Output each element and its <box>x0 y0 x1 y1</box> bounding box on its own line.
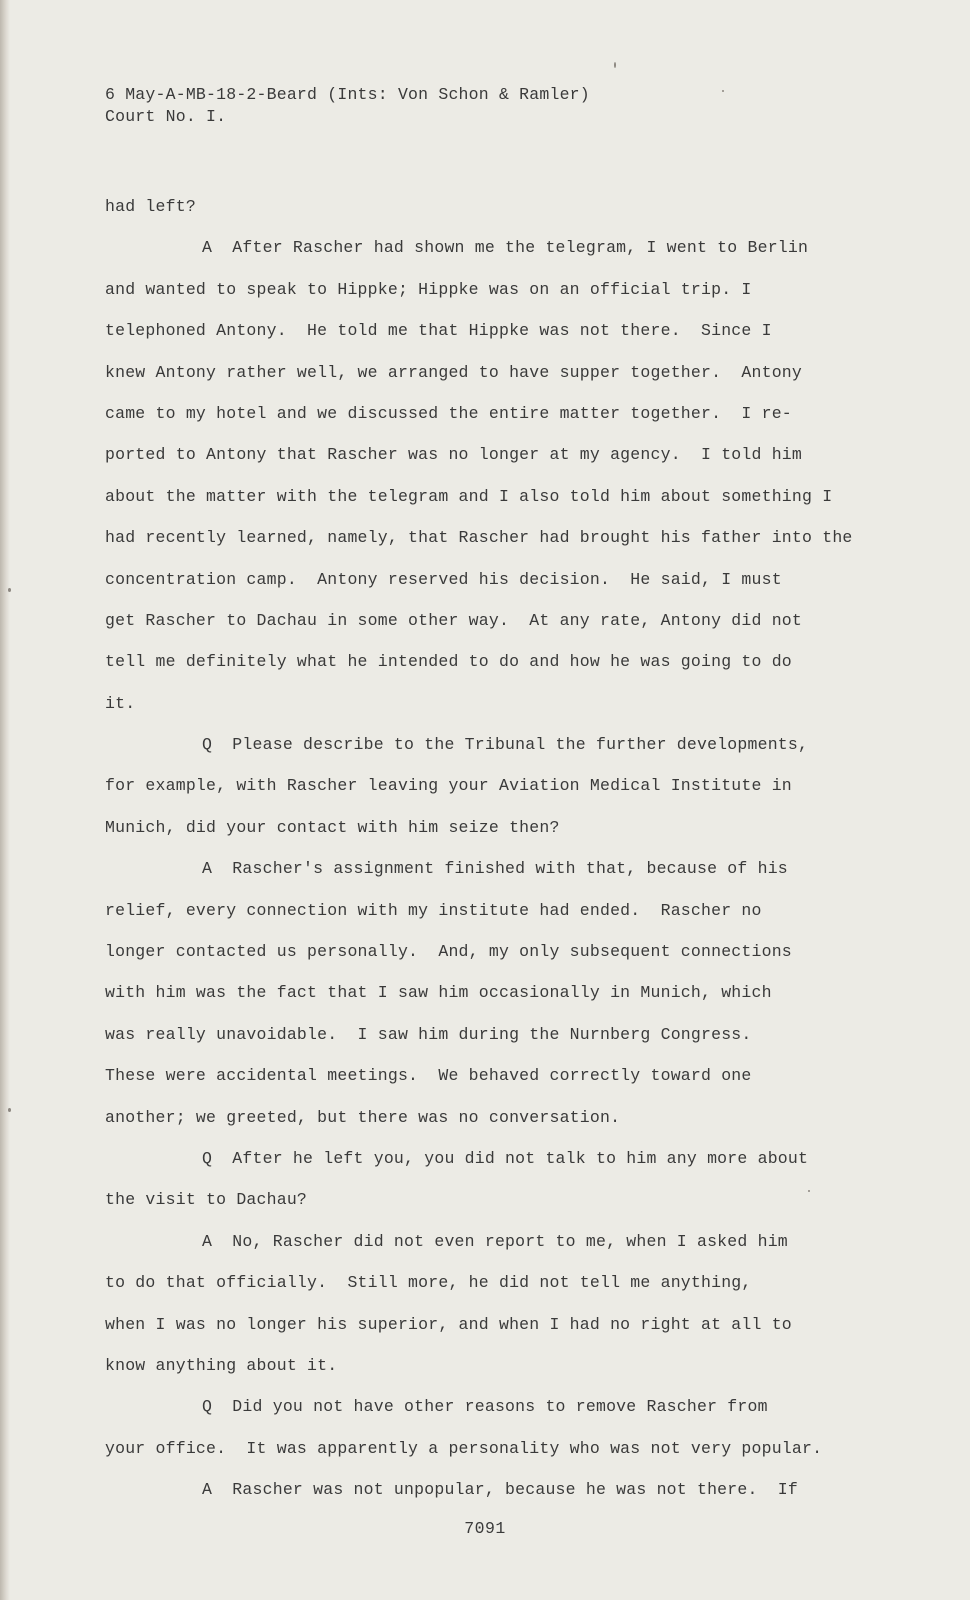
transcript-line: longer contacted us personally. And, my only subsequent connections <box>105 942 792 962</box>
transcript-line: These were accidental meetings. We behaved correctly toward one <box>105 1066 752 1086</box>
transcript-body <box>105 186 955 1511</box>
transcript-line: A No, Rascher did not even report to me, when I asked him <box>202 1231 788 1251</box>
transcript-line: with him was the fact that I saw him occasionally in Munich, which <box>105 983 772 1003</box>
header-line-1: 6 May-A-MB-18-2-Beard (Ints: Von Schon & Ramler) <box>105 85 590 104</box>
transcript-line: telephoned Antony. He told me that Hippke was not there. Since I <box>105 321 772 341</box>
transcript-line: your office. It was apparently a personality who was not very popular. <box>105 1438 823 1458</box>
transcript-line: know anything about it. <box>105 1355 338 1375</box>
header-line-2: Court No. I. <box>105 107 227 126</box>
transcript-line: for example, with Rascher leaving your Aviation Medical Institute in <box>105 776 792 796</box>
paper-speck <box>8 588 11 592</box>
transcript-line: A Rascher was not unpopular, because he was not there. If <box>202 1480 798 1500</box>
paper-speck <box>614 62 616 68</box>
transcript-line: to do that officially. Still more, he did not tell me anything, <box>105 1273 752 1293</box>
page-number: 7091 <box>464 1519 506 1538</box>
document-header <box>105 84 590 128</box>
transcript-line: ported to Antony that Rascher was no longer at my agency. I told him <box>105 445 803 465</box>
transcript-line: A Rascher's assignment finished with that, because of his <box>202 859 788 879</box>
transcript-line: get Rascher to Dachau in some other way. At any rate, Antony did not <box>105 610 803 630</box>
transcript-line: relief, every connection with my institute had ended. Rascher no <box>105 900 762 920</box>
transcript-line: it. <box>105 693 136 713</box>
transcript-line: Q Did you not have other reasons to remove Rascher from <box>202 1397 768 1417</box>
transcript-line: Q Please describe to the Tribunal the further developments, <box>202 735 809 755</box>
transcript-line: came to my hotel and we discussed the entire matter together. I re- <box>105 403 792 423</box>
transcript-line: knew Antony rather well, we arranged to have supper together. Antony <box>105 362 803 382</box>
transcript-line: tell me definitely what he intended to do and how he was going to do <box>105 652 792 672</box>
paper-speck <box>722 90 724 92</box>
transcript-line: had left? <box>105 197 196 216</box>
transcript-line: was really unavoidable. I saw him during the Nurnberg Congress. <box>105 1024 752 1044</box>
transcript-line: A After Rascher had shown me the telegram, I went to Berlin <box>202 238 809 258</box>
transcript-line: when I was no longer his superior, and when I had no right at all to <box>105 1314 792 1334</box>
transcript-line: the visit to Dachau? <box>105 1190 308 1210</box>
transcript-line: Q After he left you, you did not talk to him any more about <box>202 1148 809 1168</box>
paper-speck <box>8 1108 11 1112</box>
transcript-line: and wanted to speak to Hippke; Hippke was on an official trip. I <box>105 279 752 299</box>
transcript-line: Munich, did your contact with him seize then? <box>105 817 560 837</box>
transcript-line: concentration camp. Antony reserved his decision. He said, I must <box>105 569 782 589</box>
transcript-line: another; we greeted, but there was no conversation. <box>105 1107 621 1127</box>
transcript-line: about the matter with the telegram and I also told him about something I <box>105 486 833 506</box>
page-edge-shadow <box>0 0 10 1600</box>
transcript-line: had recently learned, namely, that Rascher had brought his father into the <box>105 528 853 548</box>
paper-speck <box>808 1190 810 1192</box>
